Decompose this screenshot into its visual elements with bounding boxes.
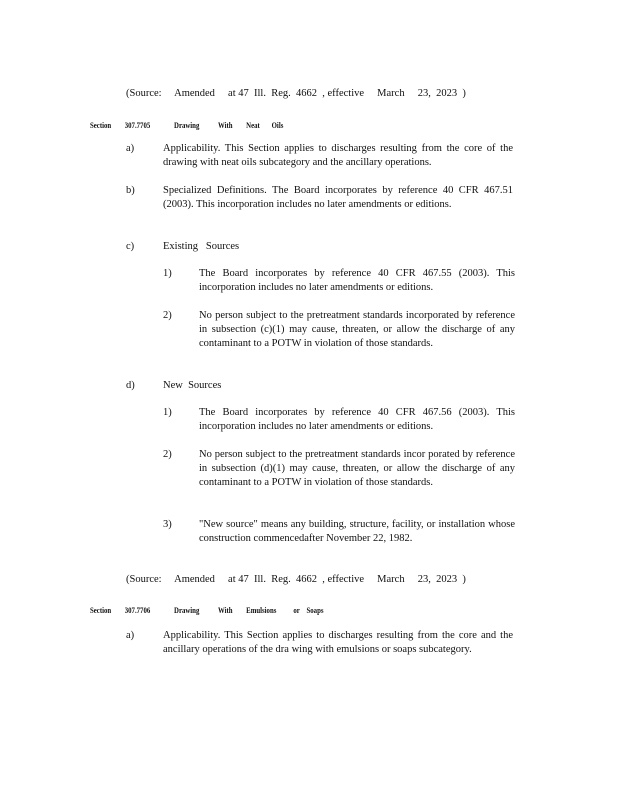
source-note-1: (Source: Amended at 47 Ill. Reg. 4662 , effective March 23, 2023 ) xyxy=(126,88,466,99)
subsection-c2-label: 2) xyxy=(163,310,172,321)
subsection-b-text: Specialized Definitions. The Board incorporates by reference 40 CFR 467.51 (2003). This incorporation includes no later amendments or editions. xyxy=(163,185,513,210)
subsection-d1-text: The Board incorporates by reference 40 CFR 467.56 (2003). This incorporation includes no later amendments or editions. xyxy=(199,407,515,432)
subsection-b-label: b) xyxy=(126,185,135,196)
section-7706-a-text: Applicability. This Section applies to discharges resulting from the core and the ancillary operations of the dra wing with emulsions or soaps subcategory. xyxy=(163,630,513,655)
subsection-d2-label: 2) xyxy=(163,449,172,460)
subsection-c1-text: The Board incorporates by reference 40 CFR 467.55 (2003). This incorporation includes no later amendments or editions. xyxy=(199,268,515,293)
subsection-c-label: c) xyxy=(126,241,135,252)
subsection-a-label: a) xyxy=(126,143,135,154)
subsection-c2-text: No person subject to the pretreatment standards incorporated by reference in subsection (c)(1) may cause, threaten, or allow the discharge of any contaminant to a POTW in violation of those standards. xyxy=(199,310,515,349)
subsection-c1-label: 1) xyxy=(163,268,172,279)
subsection-d3-label: 3) xyxy=(163,519,172,530)
subsection-d-title: New Sources xyxy=(163,380,222,391)
subsection-c-title: Existing Sources xyxy=(163,241,240,252)
subsection-d3-text: "New source" means any building, structure, facility, or installation whose construction commencedafter November 22, 1982. xyxy=(199,519,515,544)
subsection-a-text: Applicability. This Section applies to discharges resulting from the core of the drawing with neat oils subcategory and the ancillary operations. xyxy=(163,143,513,168)
section-7706-heading: Section 307.7706 Drawing With Emulsions or Soaps xyxy=(90,605,324,615)
subsection-d-label: d) xyxy=(126,380,135,391)
section-7706-a-label: a) xyxy=(126,630,135,641)
section-7705-heading: Section 307.7705 Drawing With Neat Oils xyxy=(90,120,284,130)
subsection-d1-label: 1) xyxy=(163,407,172,418)
subsection-d2-text: No person subject to the pretreatment standards incor porated by reference in subsection (d)(1) may cause, threaten, or allow the discharge of any contaminant to a POTW in violation of those standards. xyxy=(199,449,515,488)
source-note-2: (Source: Amended at 47 Ill. Reg. 4662 , effective March 23, 2023 ) xyxy=(126,574,466,585)
